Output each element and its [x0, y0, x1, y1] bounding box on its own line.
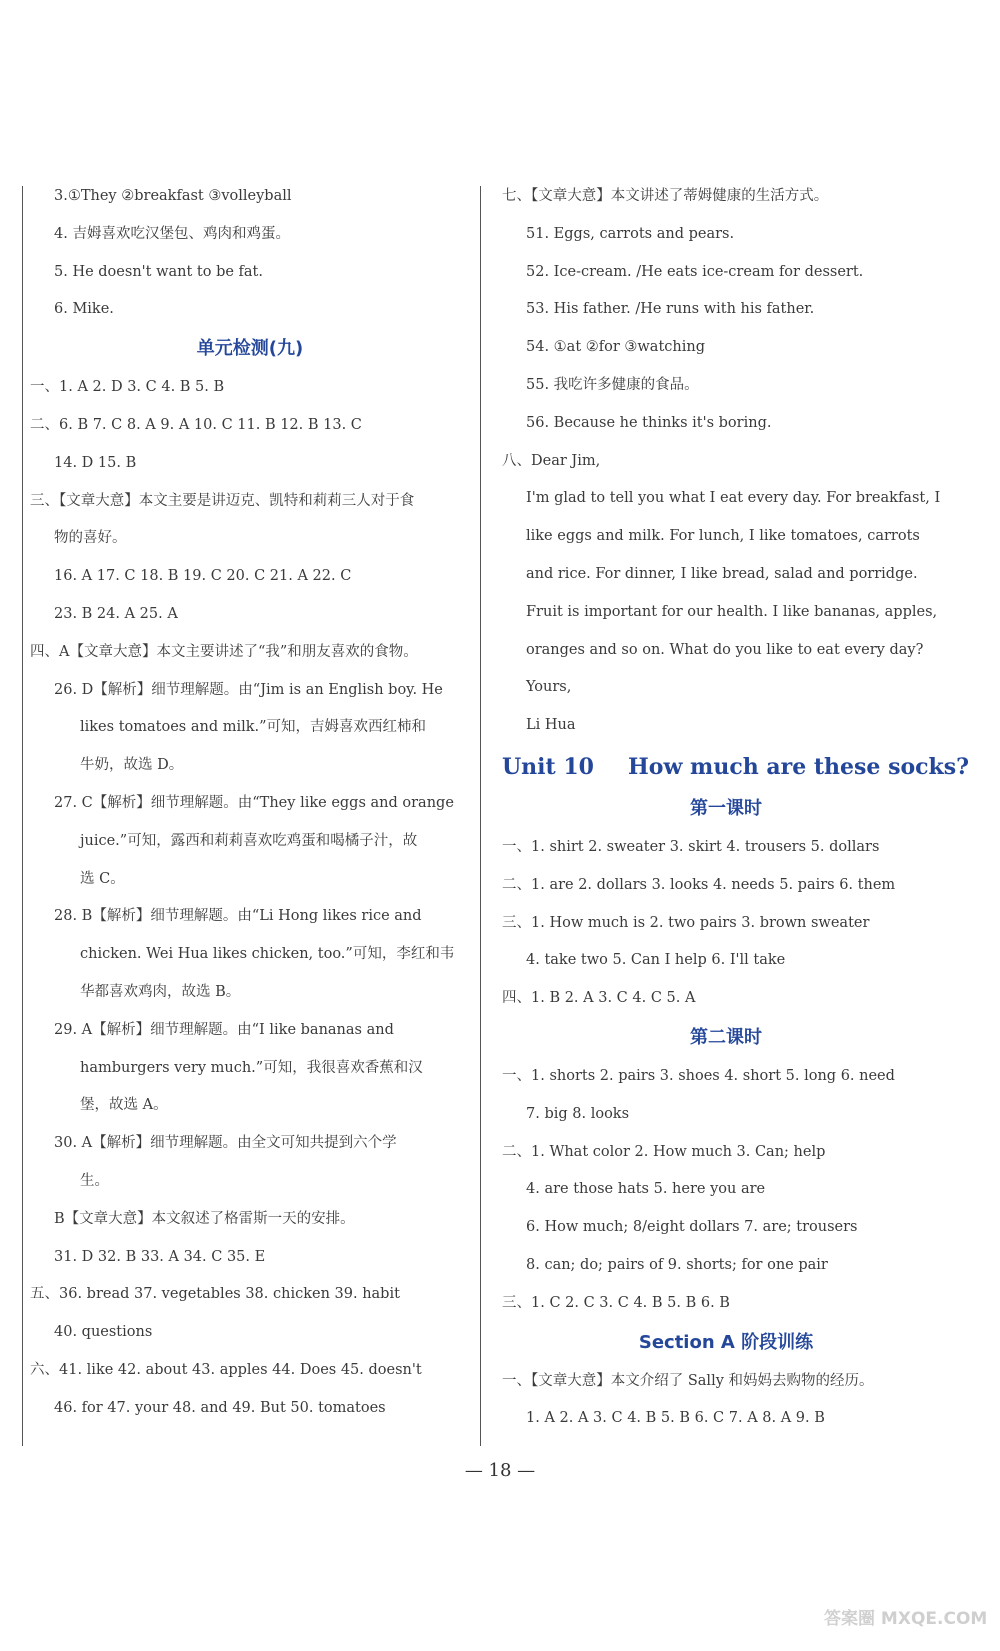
answer-line: 7. big 8. looks: [526, 1105, 630, 1122]
answer-line: 四、A【文章大意】本文主要讲述了“我”和朋友喜欢的食物。: [30, 643, 418, 660]
answer-line: 29. A【解析】细节理解题。由“I like bananas and: [54, 1021, 394, 1038]
right-column: [502, 178, 970, 1438]
watermark-logo: [820, 1582, 990, 1642]
unit-number: Unit 10: [502, 753, 594, 780]
answer-line: 52. Ice-cream. /He eats ice-cream for dessert.: [526, 263, 864, 280]
answer-line: 堡，故选 A。: [80, 1097, 168, 1114]
answer-line: 14. D 15. B: [54, 454, 137, 471]
answer-line: 一、1. shorts 2. pairs 3. shoes 4. short 5. long 6. need: [502, 1067, 895, 1084]
left-column: [30, 178, 470, 1428]
answer-line: chicken. Wei Hua likes chicken, too.”可知，李红和韦: [80, 946, 455, 963]
answer-line: 8. can; do; pairs of 9. shorts; for one pair: [526, 1256, 828, 1273]
lesson-heading-2: 第二课时: [690, 1026, 762, 1048]
answer-line: 55. 我吃许多健康的食品。: [526, 376, 699, 393]
answer-line: 4. are those hats 5. here you are: [526, 1181, 766, 1198]
answer-line: 4. 吉姆喜欢吃汉堡包、鸡肉和鸡蛋。: [54, 225, 290, 242]
answer-line: 五、36. bread 37. vegetables 38. chicken 39. habit: [30, 1286, 400, 1303]
answer-line: 选 C。: [80, 870, 125, 887]
letter-line: Li Hua: [526, 717, 576, 734]
letter-line: and rice. For dinner, I like bread, salad and porridge.: [526, 565, 918, 582]
answer-line: 30. A【解析】细节理解题。由全文可知共提到六个学: [54, 1135, 397, 1152]
answer-line: 5. He doesn't want to be fat.: [54, 263, 263, 280]
answer-line: 1. A 2. A 3. C 4. B 5. B 6. C 7. A 8. A 9. B: [526, 1410, 825, 1427]
page-number: — 18 —: [464, 1460, 536, 1481]
answer-line: 三、1. C 2. C 3. C 4. B 5. B 6. B: [502, 1294, 730, 1311]
section-heading-unit-test-9: 单元检测(九): [196, 338, 304, 360]
answer-line: 二、6. B 7. C 8. A 9. A 10. C 11. B 12. B 13. C: [30, 416, 362, 433]
answer-line: 6. How much; 8/eight dollars 7. are; trousers: [526, 1219, 858, 1236]
answer-line: 23. B 24. A 25. A: [54, 605, 178, 622]
answer-line: 一、1. A 2. D 3. C 4. B 5. B: [30, 379, 225, 396]
answer-line: 4. take two 5. Can I help 6. I'll take: [526, 952, 786, 969]
answer-line: 40. questions: [54, 1324, 153, 1341]
answer-line: likes tomatoes and milk.”可知，吉姆喜欢西红柿和: [80, 719, 427, 736]
answer-line: 51. Eggs, carrots and pears.: [526, 225, 735, 242]
answer-line: hamburgers very much.”可知，我很喜欢香蕉和汉: [80, 1059, 423, 1076]
lesson-heading-1: 第一课时: [690, 797, 762, 819]
unit-title: [502, 745, 970, 789]
answer-line: 27. C【解析】细节理解题。由“They like eggs and orange: [54, 794, 454, 811]
answer-line: 一、【文章大意】本文介绍了 Sally 和妈妈去购物的经历。: [502, 1372, 874, 1389]
letter-line: like eggs and milk. For lunch, I like tomatoes, carrots: [526, 528, 920, 545]
letter-line: oranges and so on. What do you like to eat every day?: [526, 641, 924, 658]
watermark-text: 答案圈 MXQE.COM: [824, 1609, 988, 1629]
answer-line: 16. A 17. C 18. B 19. C 20. C 21. A 22. C: [54, 568, 352, 585]
answer-line: 三、【文章大意】本文主要是讲迈克、凯特和莉莉三人对于食: [30, 492, 415, 509]
unit-name: How much are these socks?: [627, 753, 970, 780]
answer-line: 八、Dear Jim,: [502, 452, 601, 469]
answer-line: 3.①They ②breakfast ③volleyball: [54, 188, 292, 204]
answer-line: 28. B【解析】细节理解题。由“Li Hong likes rice and: [54, 908, 422, 925]
answer-line: 53. His father. /He runs with his father.: [526, 301, 815, 318]
letter-line: Yours,: [526, 679, 572, 696]
answer-line: 54. ①at ②for ③watching: [526, 339, 705, 356]
letter-line: Fruit is important for our health. I like bananas, apples,: [526, 603, 938, 620]
answer-line: 生。: [80, 1172, 109, 1189]
answer-line: 七、【文章大意】本文讲述了蒂姆健康的生活方式。: [502, 188, 829, 204]
answer-line: 56. Because he thinks it's boring.: [526, 414, 772, 431]
answer-line: 物的喜好。: [54, 530, 127, 547]
answer-line: 二、1. What color 2. How much 3. Can; help: [502, 1143, 826, 1160]
section-a-heading: Section A 阶段训练: [638, 1331, 814, 1353]
answer-line: 华都喜欢鸡肉，故选 B。: [80, 983, 241, 1000]
answer-line: 26. D【解析】细节理解题。由“Jim is an English boy. He: [54, 681, 443, 698]
answer-line: 6. Mike.: [54, 301, 114, 318]
answer-line: 三、1. How much is 2. two pairs 3. brown sweater: [502, 914, 870, 931]
left-margin-rule: [22, 186, 23, 1446]
answer-line: 牛奶，故选 D。: [80, 757, 184, 774]
letter-line: I'm glad to tell you what I eat every day. For breakfast, I: [526, 490, 941, 507]
answer-line: 四、1. B 2. A 3. C 4. C 5. A: [502, 990, 696, 1007]
answer-line: 一、1. shirt 2. sweater 3. skirt 4. trousers 5. dollars: [502, 838, 880, 855]
answer-line: 二、1. are 2. dollars 3. looks 4. needs 5. pairs 6. them: [502, 876, 896, 893]
column-divider: [480, 186, 481, 1446]
answer-line: 六、41. like 42. about 43. apples 44. Does 45. doesn't: [30, 1361, 422, 1378]
answer-line: juice.”可知，露西和莉莉喜欢吃鸡蛋和喝橘子汁，故: [80, 832, 418, 849]
answer-line: B【文章大意】本文叙述了格雷斯一天的安排。: [54, 1210, 355, 1227]
answer-line: 31. D 32. B 33. A 34. C 35. E: [54, 1248, 266, 1265]
answer-line: 46. for 47. your 48. and 49. But 50. tomatoes: [54, 1399, 386, 1416]
